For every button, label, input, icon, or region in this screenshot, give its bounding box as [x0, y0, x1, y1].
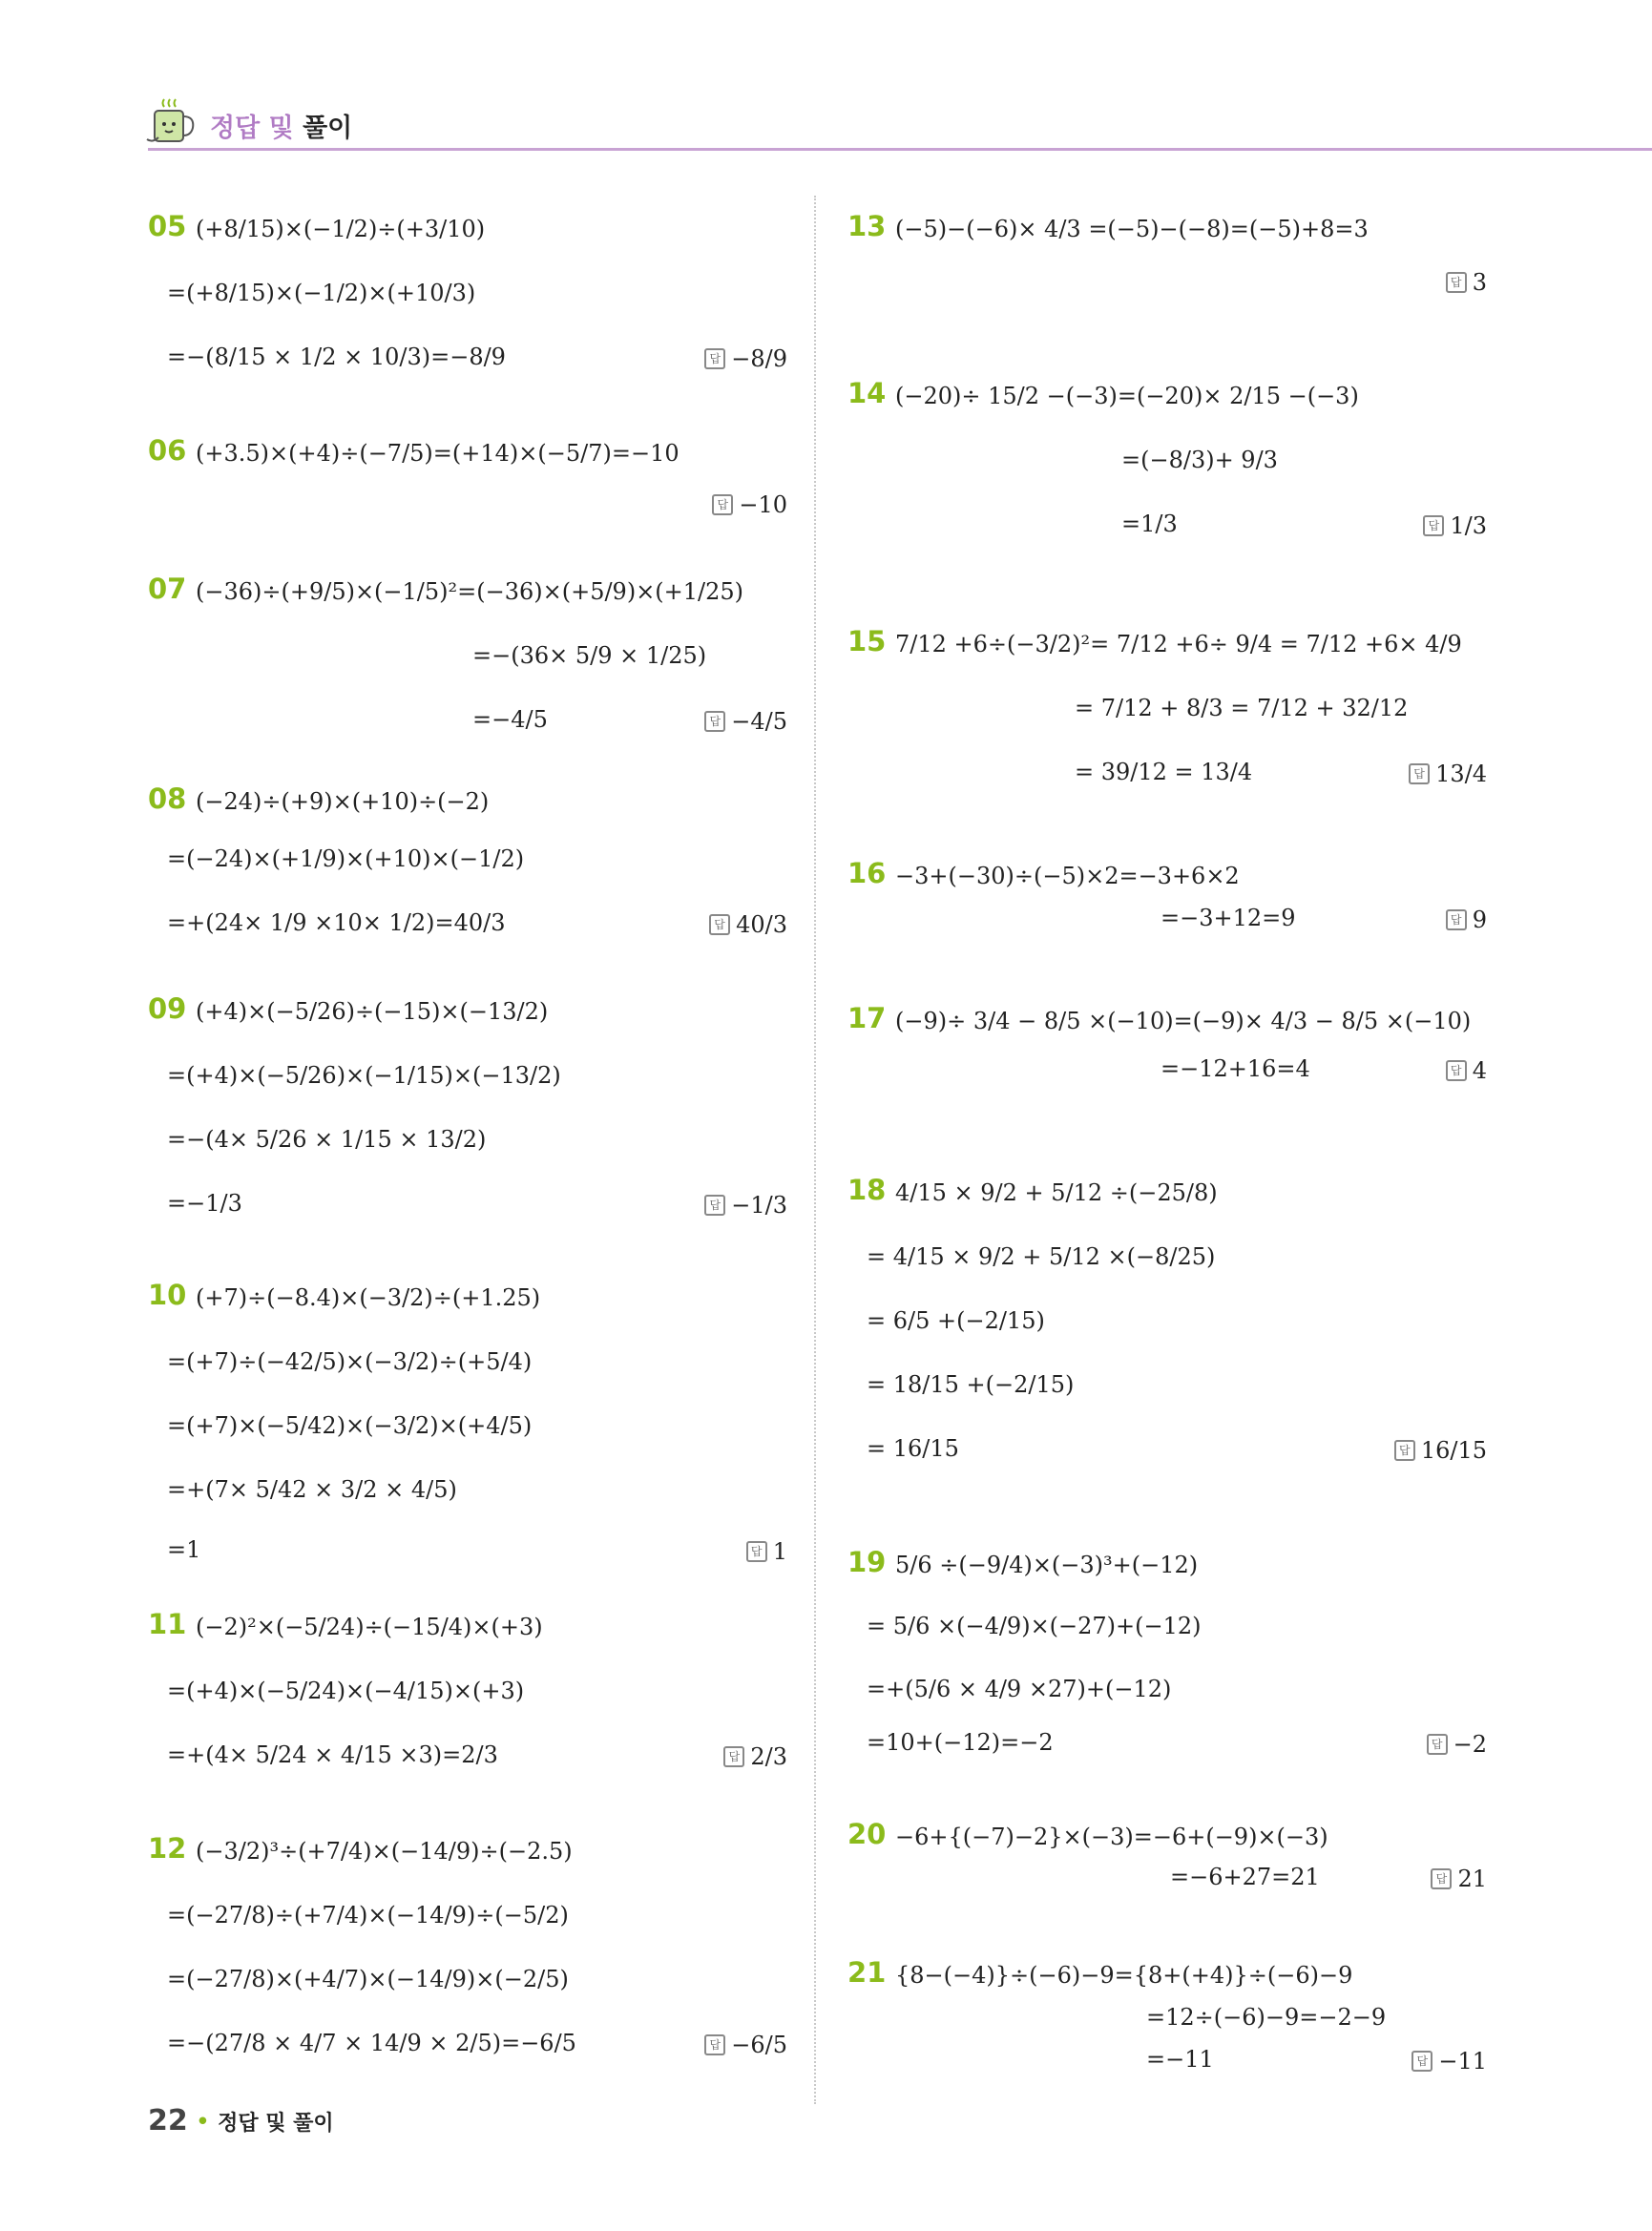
solution-line: (+3.5)×(+4)÷(−7/5)=(+14)×(−5/7)=−10 [196, 440, 680, 467]
solution-line: =10+(−12)=−2 [867, 1729, 1054, 1756]
answer-value: −2 [1453, 1731, 1487, 1758]
answer-icon [1394, 1440, 1415, 1461]
problem-13 [847, 210, 1487, 315]
solution-line: =+(24× 1/9 ×10× 1/2)=40/3 [167, 909, 506, 936]
problem-20 [847, 1818, 1487, 1904]
answer-value: 1 [772, 1538, 787, 1565]
solution-line: =−(4× 5/26 × 1/15 × 13/2) [167, 1126, 487, 1153]
answer-value: 16/15 [1420, 1437, 1487, 1464]
solution-line: =−(36× 5/9 × 1/25) [472, 642, 707, 669]
solution-line: (−36)÷(+9/5)×(−1/5)²=(−36)×(+5/9)×(+1/25) [196, 578, 744, 605]
answer-value: −10 [739, 491, 787, 518]
problem-number: 05 [148, 210, 187, 242]
problem-number: 14 [847, 377, 887, 409]
solution-line: 5/6 ÷(−9/4)×(−3)³+(−12) [895, 1552, 1199, 1578]
solution-line: =−12+16=4 [1161, 1055, 1310, 1082]
header-title-part1: 정답 및 [210, 114, 294, 143]
problem-11 [148, 1608, 787, 1799]
solution-line: =(−8/3)+ 9/3 [1121, 447, 1278, 473]
problem-number: 09 [148, 992, 187, 1025]
header-rule [148, 148, 1652, 151]
answer-value: −6/5 [731, 2032, 787, 2058]
problem-number: 21 [847, 1956, 887, 1989]
solution-line: =(−27/8)÷(+7/4)×(−14/9)÷(−5/2) [167, 1902, 569, 1929]
answer-icon [1446, 272, 1467, 293]
solution-line: =−4/5 [472, 706, 548, 733]
solution-line: (+8/15)×(−1/2)÷(+3/10) [196, 216, 486, 242]
solution-line: =(+7)÷(−42/5)×(−3/2)÷(+5/4) [167, 1348, 533, 1375]
answer-icon [704, 2034, 725, 2055]
solution-line: =(+7)×(−5/42)×(−3/2)×(+4/5) [167, 1412, 533, 1439]
answer-icon [1427, 1734, 1448, 1755]
solution-line: = 18/15 +(−2/15) [867, 1371, 1075, 1398]
solution-line: =−(8/15 × 1/2 × 10/3)=−8/9 [167, 344, 506, 370]
problem-17 [847, 1002, 1487, 1097]
problem-14 [847, 377, 1487, 568]
answer [709, 911, 787, 938]
solution-line: = 5/6 ×(−4/9)×(−27)+(−12) [867, 1613, 1202, 1639]
answer-icon [1431, 1868, 1452, 1889]
answer-value: 4 [1472, 1057, 1487, 1084]
solution-line: (−24)÷(+9)×(+10)÷(−2) [196, 788, 490, 815]
solution-line: 7/12 +6÷(−3/2)²= 7/12 +6÷ 9/4 = 7/12 +6× 4/9 [895, 631, 1462, 657]
header-title [210, 107, 352, 144]
problem-16 [847, 857, 1487, 952]
tea-cup-icon [143, 95, 199, 151]
solution-line: (−2)²×(−5/24)÷(−15/4)×(+3) [196, 1614, 543, 1640]
problem-number: 19 [847, 1546, 887, 1578]
answer-value: −11 [1438, 2048, 1487, 2075]
solution-line: =(+4)×(−5/26)×(−1/15)×(−13/2) [167, 1062, 561, 1089]
answer [1409, 761, 1487, 787]
answer-icon [1446, 1060, 1467, 1081]
solution-line: =1/3 [1121, 511, 1178, 537]
problem-08 [148, 782, 787, 973]
problem-number: 08 [148, 782, 187, 815]
problem-12 [148, 1832, 787, 2090]
solution-line: = 39/12 = 13/4 [1075, 759, 1253, 785]
answer [723, 1743, 787, 1770]
answer-icon [1446, 909, 1467, 930]
problem-06 [148, 434, 787, 539]
solution-line: (+7)÷(−8.4)×(−3/2)÷(+1.25) [196, 1284, 541, 1311]
answer [1423, 512, 1487, 539]
solution-line: (−5)−(−6)× 4/3 =(−5)−(−8)=(−5)+8=3 [895, 216, 1369, 242]
answer [746, 1538, 787, 1565]
answer-icon [704, 711, 725, 732]
solution-line: (−20)÷ 15/2 −(−3)=(−20)× 2/15 −(−3) [895, 383, 1359, 409]
answer [1431, 1866, 1487, 1892]
solution-line: =(−27/8)×(+4/7)×(−14/9)×(−2/5) [167, 1966, 569, 1992]
solution-line: =+(5/6 × 4/9 ×27)+(−12) [867, 1676, 1172, 1702]
answer [704, 345, 787, 372]
answer [704, 1192, 787, 1219]
column-divider [814, 196, 816, 2104]
solution-line: =12÷(−6)−9=−2−9 [1146, 2004, 1387, 2031]
problem-number: 12 [148, 1832, 187, 1865]
problem-18 [847, 1174, 1487, 1489]
problem-number: 11 [148, 1608, 187, 1640]
answer-icon [723, 1746, 744, 1767]
answer-icon [1409, 763, 1430, 784]
solution-line: =−1/3 [167, 1190, 242, 1217]
problem-number: 16 [847, 857, 887, 889]
solution-line: =−11 [1146, 2046, 1214, 2073]
solution-line: (−3/2)³÷(+7/4)×(−14/9)÷(−2.5) [196, 1838, 573, 1865]
page-header [143, 95, 1652, 153]
solution-line: =+(4× 5/24 × 4/15 ×3)=2/3 [167, 1741, 498, 1768]
problem-10 [148, 1279, 787, 1584]
answer-value: −1/3 [731, 1192, 787, 1219]
solution-line: =(+8/15)×(−1/2)×(+10/3) [167, 280, 476, 306]
solution-line: (−9)÷ 3/4 − 8/5 ×(−10)=(−9)× 4/3 − 8/5 ×(−10) [895, 1008, 1472, 1034]
solution-line: = 4/15 × 9/2 + 5/12 ×(−8/25) [867, 1243, 1216, 1270]
answer-icon [704, 348, 725, 369]
answer-value: −8/9 [731, 345, 787, 372]
answer [704, 2032, 787, 2058]
answer [712, 491, 787, 518]
answer [1412, 2048, 1487, 2075]
problem-number: 10 [148, 1279, 187, 1311]
answer-value: 13/4 [1435, 761, 1487, 787]
problem-number: 20 [847, 1818, 887, 1850]
solution-line: {8−(−4)}÷(−6)−9={8+(+4)}÷(−6)−9 [895, 1962, 1353, 1989]
answer-icon [1423, 515, 1444, 536]
problem-number: 06 [148, 434, 187, 467]
solution-line: =−6+27=21 [1170, 1864, 1320, 1890]
solution-line: =(+4)×(−5/24)×(−4/15)×(+3) [167, 1678, 525, 1704]
answer [1446, 269, 1487, 296]
problem-number: 13 [847, 210, 887, 242]
problem-number: 07 [148, 573, 187, 605]
solution-line: = 16/15 [867, 1435, 959, 1462]
solution-line: =+(7× 5/42 × 3/2 × 4/5) [167, 1476, 457, 1503]
answer-value: 3 [1472, 269, 1487, 296]
answer-value: 1/3 [1450, 512, 1487, 539]
answer-icon [746, 1541, 767, 1562]
problem-19 [847, 1546, 1487, 1775]
answer-icon [1412, 2051, 1432, 2072]
answer-value: 9 [1472, 907, 1487, 933]
answer-value: 2/3 [750, 1743, 787, 1770]
problem-number: 18 [847, 1174, 887, 1206]
answer-icon [704, 1195, 725, 1216]
solution-line: −3+(−30)÷(−5)×2=−3+6×2 [895, 863, 1240, 889]
problem-09 [148, 992, 787, 1250]
page-number: 22 [148, 2104, 188, 2137]
solution-line: =−(27/8 × 4/7 × 14/9 × 2/5)=−6/5 [167, 2030, 576, 2056]
problem-07 [148, 573, 787, 763]
answer-value: 21 [1457, 1866, 1487, 1892]
solution-line: =1 [167, 1536, 201, 1563]
answer-icon [712, 494, 733, 515]
footer-label: 정답 및 풀이 [218, 2112, 334, 2136]
answer [1446, 907, 1487, 933]
answer [1427, 1731, 1487, 1758]
solution-line: 4/15 × 9/2 + 5/12 ÷(−25/8) [895, 1179, 1218, 1206]
header-title-part2: 풀이 [303, 114, 353, 143]
bullet-dot-icon: • [195, 2108, 211, 2137]
problem-05 [148, 210, 787, 401]
answer [1394, 1437, 1487, 1464]
answer-value: −4/5 [731, 708, 787, 735]
problem-21 [847, 1956, 1487, 2090]
answer-value: 40/3 [736, 911, 787, 938]
solution-line: = 6/5 +(−2/15) [867, 1307, 1045, 1334]
solution-line: =−3+12=9 [1161, 905, 1296, 931]
solution-line: −6+{(−7)−2}×(−3)=−6+(−9)×(−3) [895, 1824, 1328, 1850]
page-footer [148, 2104, 334, 2137]
answer-icon [709, 914, 730, 935]
solution-line: =(−24)×(+1/9)×(+10)×(−1/2) [167, 845, 525, 872]
problem-number: 17 [847, 1002, 887, 1034]
problem-number: 15 [847, 625, 887, 657]
answer [704, 708, 787, 735]
answer [1446, 1057, 1487, 1084]
solution-line: = 7/12 + 8/3 = 7/12 + 32/12 [1075, 695, 1409, 721]
solution-line: (+4)×(−5/26)÷(−15)×(−13/2) [196, 998, 549, 1025]
problem-15 [847, 625, 1487, 816]
